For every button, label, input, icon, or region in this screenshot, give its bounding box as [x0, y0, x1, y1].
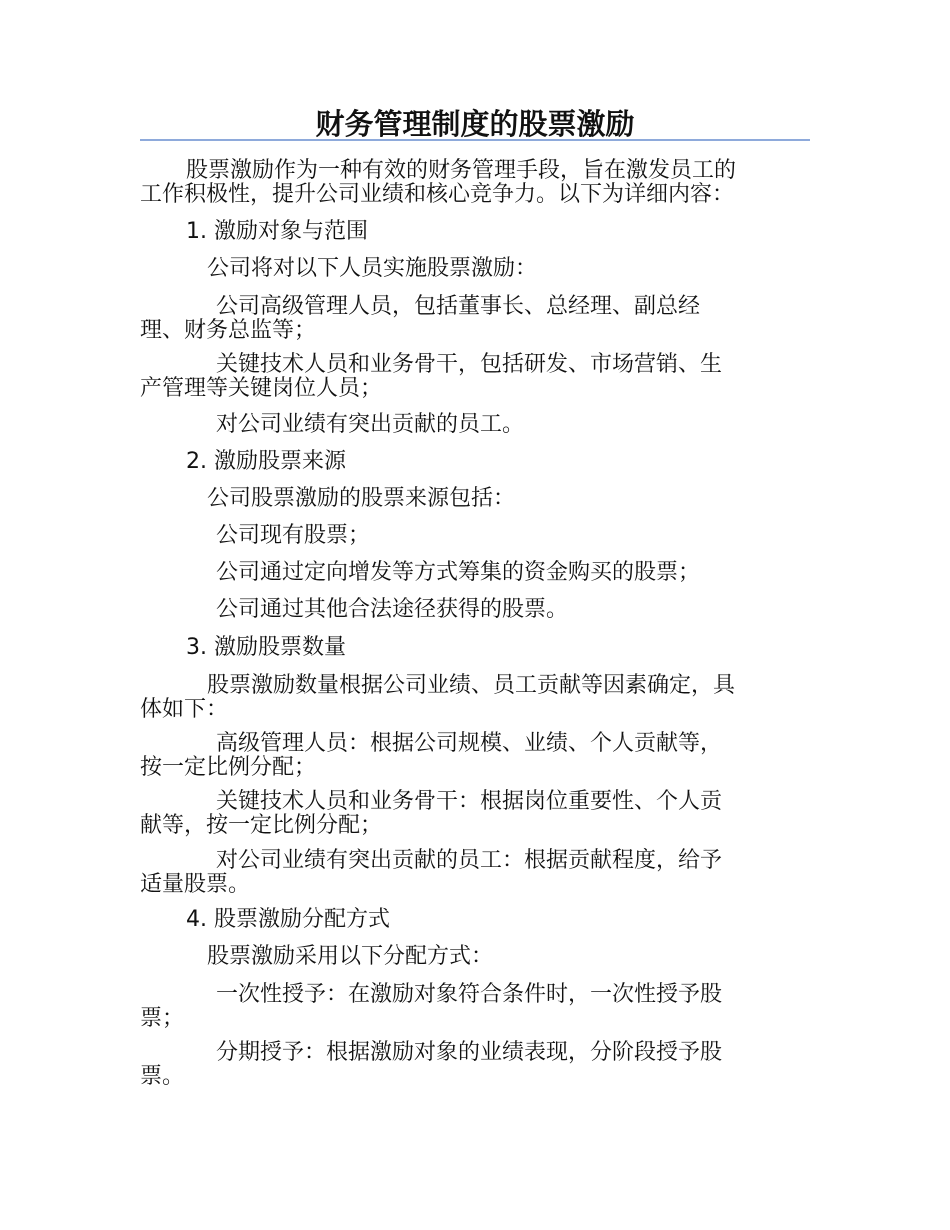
- lead-line: 体如下：: [140, 697, 229, 722]
- section-4-item: [140, 983, 810, 1031]
- section-1-lead: 公司将对以下人员实施股票激励：: [207, 256, 538, 281]
- item-line: 关键技术人员和业务骨干，包括研发、市场营销、生: [216, 352, 723, 377]
- item-line: 对公司业绩有突出贡献的员工：根据贡献程度，给予: [216, 848, 723, 873]
- section-4-lead: 股票激励采用以下分配方式：: [207, 944, 494, 969]
- item-line: 关键技术人员和业务骨干：根据岗位重要性、个人贡: [216, 789, 723, 814]
- document-title: 财务管理制度的股票激励: [315, 107, 635, 141]
- item-line: 一次性授予：在激励对象符合条件时，一次性授予股: [216, 982, 723, 1007]
- section-3-item: [140, 790, 810, 838]
- section-3-heading: 3. 激励股票数量: [186, 635, 346, 660]
- section-3-item: [140, 732, 810, 780]
- section-1-heading: 1. 激励对象与范围: [186, 219, 368, 244]
- title-underline: [140, 139, 810, 141]
- item-line: 票。: [140, 1064, 185, 1089]
- item-line: 票；: [140, 1006, 185, 1031]
- item-line: 高级管理人员：根据公司规模、业绩、个人贡献等，: [216, 731, 723, 756]
- section-2-item: [140, 558, 810, 588]
- section-3-lead: [140, 674, 810, 722]
- section-2-item: [140, 521, 810, 551]
- intro-line-1: 股票激励作为一种有效的财务管理手段，旨在激发员工的: [186, 158, 737, 183]
- section-2-heading: 2. 激励股票来源: [186, 449, 346, 474]
- section-4-heading: 4. 股票激励分配方式: [186, 907, 390, 932]
- item-line: 分期授予：根据激励对象的业绩表现，分阶段授予股: [216, 1040, 723, 1065]
- item-line: 按一定比例分配；: [140, 755, 317, 780]
- section-2-item: [140, 595, 810, 625]
- item-line: 产管理等关键岗位人员；: [140, 376, 383, 401]
- item-line: 理、财务总监等；: [140, 318, 317, 343]
- section-1-item: [140, 353, 810, 401]
- intro-paragraph: [140, 159, 810, 207]
- item-line: 公司高级管理人员，包括董事长、总经理、副总经: [216, 294, 701, 319]
- section-1-item: [140, 295, 810, 343]
- section-4-item: [140, 1041, 810, 1089]
- section-1-item: [140, 410, 810, 440]
- item-line: 献等，按一定比例分配；: [140, 813, 383, 838]
- item-line: 公司通过定向增发等方式筹集的资金购买的股票；: [216, 560, 701, 585]
- lead-line: 股票激励数量根据公司业绩、员工贡献等因素确定，具: [207, 673, 736, 698]
- item-line: 公司通过其他合法途径获得的股票。: [216, 597, 569, 622]
- item-line: 公司现有股票；: [216, 523, 371, 548]
- item-line: 对公司业绩有突出贡献的员工。: [216, 412, 525, 437]
- section-2-lead: 公司股票激励的股票来源包括：: [207, 486, 516, 511]
- item-line: 适量股票。: [140, 872, 251, 897]
- section-3-item: [140, 849, 810, 897]
- intro-line-2: 工作积极性，提升公司业绩和核心竞争力。以下为详细内容：: [140, 182, 735, 207]
